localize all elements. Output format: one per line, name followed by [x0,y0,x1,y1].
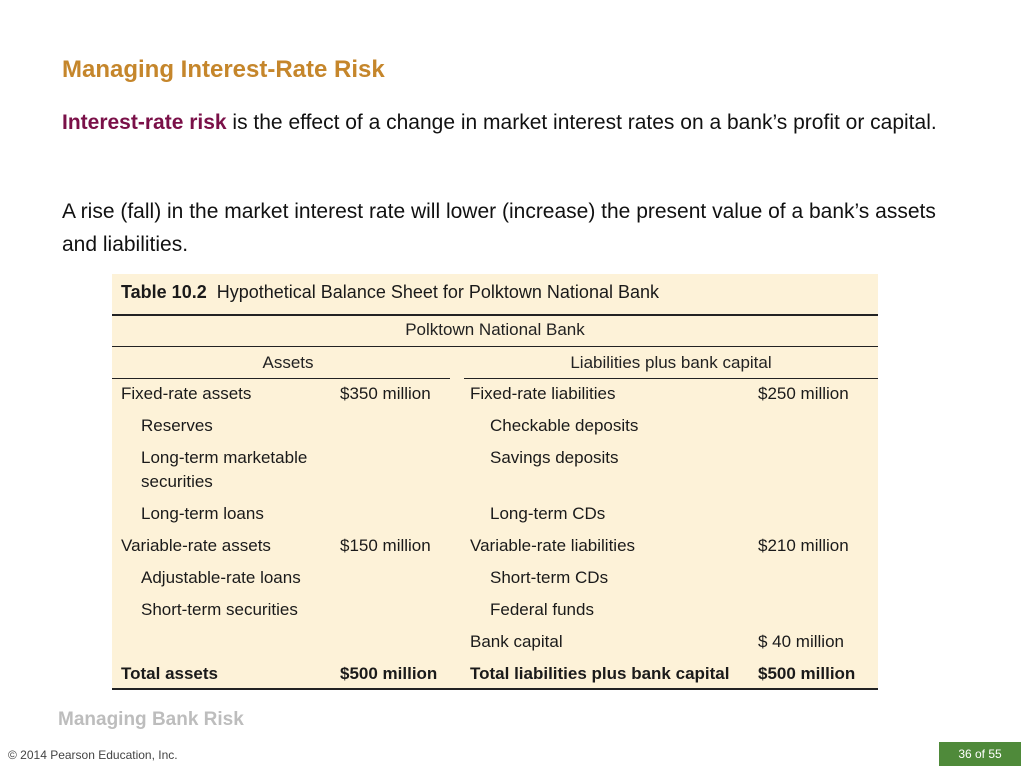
liability-value: $ 40 million [758,632,844,651]
asset-label: Short-term securities [141,600,298,619]
slide-title: Managing Interest-Rate Risk [62,56,385,83]
liability-label: Checkable deposits [490,416,639,435]
liability-label: Savings deposits [490,448,619,467]
definition-paragraph [62,106,962,139]
definition-text: is the effect of a change in market interest rates on a bank’s profit or capital. [226,111,937,134]
assets-header-rule [112,378,450,379]
liability-value: $210 million [758,536,849,555]
assets-header: Assets [262,353,314,372]
liability-label: Bank capital [470,632,563,651]
asset-label: Fixed-rate assets [121,384,252,403]
page-number-badge: 36 of 55 [939,742,1021,766]
footer-section-title: Managing Bank Risk [58,709,244,730]
liability-label: Total liabilities plus bank capital [470,664,730,683]
liability-label: Fixed-rate liabilities [470,384,616,403]
asset-label: Total assets [121,664,219,683]
liabilities-header: Liabilities plus bank capital [570,353,772,372]
liability-label: Federal funds [490,600,594,619]
asset-value: $500 million [340,664,438,683]
asset-label: Long-term loans [141,504,264,523]
explanation-paragraph: A rise (fall) in the market interest rate will lower (increase) the present value of a bank’s assets and liabilities. [62,200,936,256]
table-caption [121,282,659,303]
table-caption-text: Hypothetical Balance Sheet for Polktown National Bank [216,282,659,302]
bank-name-rule [112,346,878,347]
bank-name-header: Polktown National Bank [405,320,585,339]
asset-label: Long-term marketable [141,448,308,467]
liability-label: Long-term CDs [490,504,606,523]
asset-label: Variable-rate assets [121,536,271,555]
asset-label: Adjustable-rate loans [141,568,301,587]
asset-value: $350 million [340,384,431,403]
liability-label: Variable-rate liabilities [470,536,636,555]
copyright-notice: © 2014 Pearson Education, Inc. [8,748,178,762]
balance-sheet-table [112,274,878,690]
asset-label: securities [141,472,213,491]
key-term: Interest-rate risk [62,111,227,134]
table-top-rule [112,314,878,316]
table-bottom-rule [112,688,878,690]
liabilities-header-rule [464,378,878,379]
table-caption-label: Table 10.2 [121,282,207,302]
asset-value: $150 million [340,536,431,555]
asset-label: Reserves [141,416,213,435]
liability-value: $250 million [758,384,849,403]
liability-label: Short-term CDs [490,568,609,587]
liability-value: $500 million [758,664,856,683]
